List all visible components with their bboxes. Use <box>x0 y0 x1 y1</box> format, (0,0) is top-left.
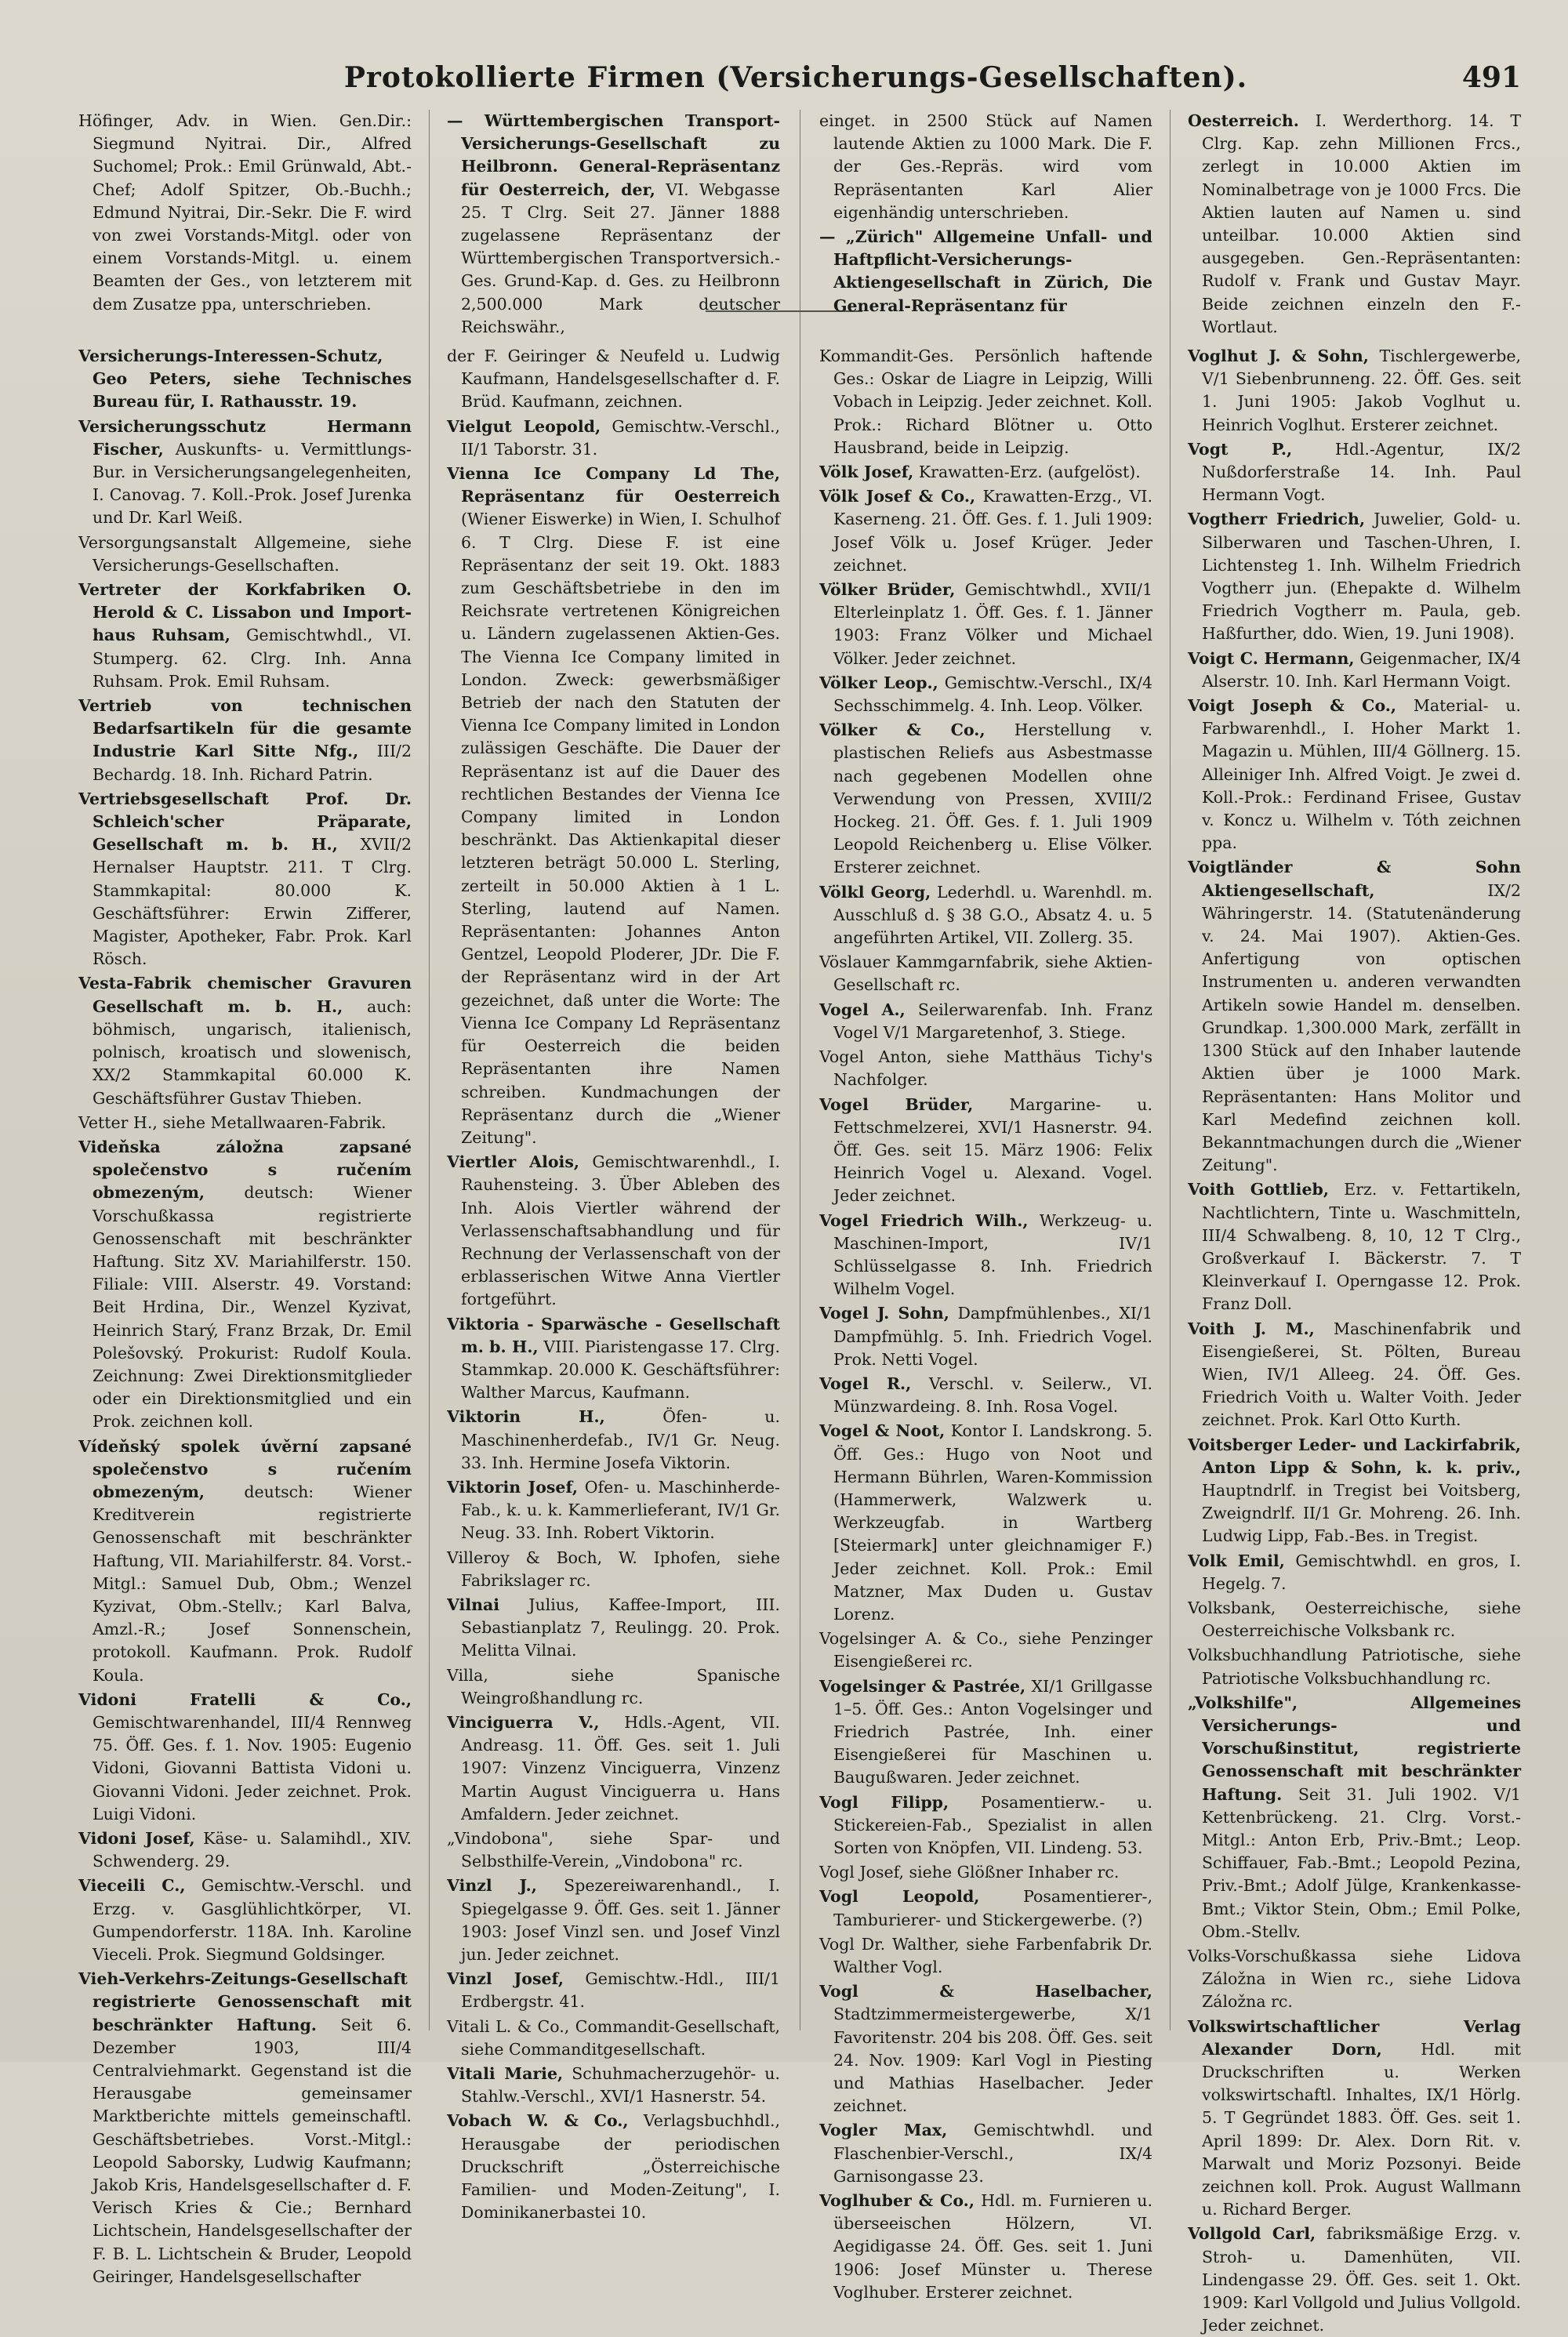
firm-entry <box>1188 856 1521 1177</box>
firm-name: Völker Leop., <box>819 673 938 692</box>
firm-details: Auskunfts- u. Vermittlungs-Bur. in Versicherungsangelegenheiten, I. Canovag. 7. Koll.-Prok. Josef Jurenka und Dr. Karl Weiß. <box>93 439 412 528</box>
firm-details: Verschl. v. Seilerw., VI. Münzwardeing. 8. Inh. Rosa Vogel. <box>833 1374 1152 1417</box>
firm-entry <box>819 579 1152 670</box>
main-column-3 <box>819 345 1152 2302</box>
firm-name: Vilnai <box>447 1595 500 1614</box>
firm-name: Vogl Leopold, <box>819 1887 980 1907</box>
firm-entry <box>78 695 412 786</box>
firm-details: Volks-Vorschußkassa siehe Lidova Záložna in Wien rc., siehe Lidova Záložna rc. <box>1188 1947 1521 2012</box>
firm-name: Vídeňský spolek úvěrní zapsané společenstvo s ručením obmezeným, <box>78 1436 412 1501</box>
firm-details: Höfinger, Adv. in Wien. Gen.Dir.: Siegmund Nyitrai. Dir., Alfred Suchomel; Prok.: Emil Grünwald, Abt.-Chef; Adolf Spitzer, Ob.-Buchh.; Edmund Nyitrai, Dir.-Sekr. Die F. wird von zwei Vorstands-Mitgl. oder von einem Vorstands-Mitgl. u. einem Beamten der Ges., von letzterem mit dem Zusatze ppa, unterschrieben. <box>78 111 412 314</box>
firm-name: Voitsberger Leder- und Lackirfabrik, Anton Lipp & Sohn, k. k. priv., <box>1188 1435 1521 1477</box>
firm-entry <box>1188 695 1521 855</box>
firm-entry <box>819 951 1152 996</box>
firm-details: Ofen- u. Maschinherde-Fab., k. u. k. Kammerlieferant, IV/1 Gr. Neug. 33. Inh. Robert Viktorin. <box>461 1477 780 1543</box>
firm-details: fabriksmäßige Erzg. v. Stroh- u. Damenhüten, VII. Lindengasse 29. Öff. Ges. seit 1. Okt. 1909: Karl Vollgold und Julius Vollgold. Jeder zeichnet. <box>1202 2224 1521 2335</box>
firm-details: Gemischtwhdl. und Flaschenbier-Verschl., IX/4 Garnisongasse 23. <box>833 2121 1152 2186</box>
firm-details: I. Werderthorg. 14. T Clrg. Kap. zehn Millionen Frcs., zerlegt in 10.000 Aktien im Nominalbetrage von je 1000 Frcs. Die Aktien lauten auf Namen u. sind unteilbar. 10.000 Aktien sind ausgegeben. Gen.-Repräsentanten: Rudolf v. Frank und Gustav Mayr. Beide zeichnen einzeln den F.-Wortlaut. <box>1202 111 1521 336</box>
firm-entry <box>819 1675 1152 1790</box>
firm-name: Vobach W. & Co., <box>447 2111 629 2131</box>
firm-details: Herstellung v. plastischen Reliefs aus Asbestmasse nach gegebenen Modellen ohne Verwendung von Pressen, XVIII/2 Hockeg. 21. Öff. Ges. f. 1. Juli 1909 Leopold Reichenberg u. Elise Völker. Ersterer zeichnet. <box>833 720 1152 877</box>
firm-details: auch: böhmisch, ungarisch, italienisch, polnisch, kroatisch und slowenisch, XX/2 Stammkapital 60.000 K. Geschäftsführer Gustav Thieben. <box>93 996 412 1108</box>
firm-details: Seit 31. Juli 1902. V/1 Kettenbrückeng. 21. Clrg. Vorst.-Mitgl.: Anton Erb, Priv.-Bmt.; Leop. Schiffauer, Fab.-Bmt.; Leopold Pezina, Priv.-Bmt.; Adolf Jülge, Krankenkasse-Bmt.; Viktor Stein, Obm.; Emil Polke, Obm.-Stellv. <box>1202 1784 1521 1941</box>
firm-entry <box>78 1827 412 1873</box>
firm-entry <box>819 999 1152 1044</box>
firm-details: Seilerwarenfab. Inh. Franz Vogel V/1 Margaretenhof, 3. Stiege. <box>833 1000 1152 1042</box>
firm-entry <box>1188 1550 1521 1595</box>
firm-details: Villeroy & Boch, W. Iphofen, siehe Fabrikslager rc. <box>447 1548 780 1590</box>
firm-entry <box>447 110 780 339</box>
firm-details: Gemischtwarenhdl., I. Rauhensteing. 3. Über Ableben des Inh. Alois Viertler während der Verlassenschaftsabhandlung und für Rechnung der Verlassenschaft von der erblasserischen Witwe Anna Viertler fortgeführt. <box>461 1152 780 1309</box>
firm-details: Gemischtw.-Verschl., II/1 Taborstr. 31. <box>461 416 780 459</box>
firm-name: — „Zürich" Allgemeine Unfall- und Haftpflicht-Versicherungs-Aktiengesellschaft in Zürich, Die General-Repräsentanz für <box>819 227 1152 315</box>
firm-entry <box>447 463 780 1149</box>
firm-details: Posamentierw.- u. Stickereien-Fab., Spezialist in allen Sorten von Knöpfen, VII. Lindeng. 53. <box>833 1792 1152 1857</box>
firm-entry <box>819 485 1152 577</box>
firm-name: Vieceili C., <box>78 1876 186 1896</box>
firm-details: Volksbank, Oesterreichische, siehe Oesterreichische Volksbank rc. <box>1188 1598 1521 1641</box>
firm-details: Material- u. Farbwarenhdl., I. Hoher Markt 1. Magazin u. Mühlen, III/4 Göllnerg. 15. Alleiniger Inh. Alfred Voigt. Je zwei d. Koll.-Prok.: Ferdinand Frisee, Gustav v. Koncz u. Wilhelm v. Tóth zeichnen ppa. <box>1202 696 1521 853</box>
firm-entry <box>78 1689 412 1826</box>
firm-details: der F. Geiringer & Neufeld u. Ludwig Kaufmann, Handelsgesellschafter d. F. Brüd. Kaufmann, zeichnen. <box>447 347 780 412</box>
firm-name: Vogl & Haselbacher, <box>819 1982 1152 2001</box>
column-divider <box>429 110 430 2030</box>
firm-name: Volkswirtschaftlicher Verlag Alexander Dorn, <box>1188 2016 1521 2059</box>
firm-entry <box>1188 648 1521 693</box>
firm-name: Vogel R., <box>819 1374 912 1393</box>
main-column-4 <box>1188 345 1521 2335</box>
firm-entry <box>78 345 412 414</box>
firm-details: Kontor I. Landskrong. 5. Öff. Ges.: Hugo von Noot und Hermann Bührlen, Waren-Kommission (Hammerwerk, Walzwerk u. Werkzeugfab. in Wartberg [Steiermark] unter gleichnamiger F.) Jeder zeichnet. Koll. Prok.: Emil Matzner, Max Duden u. Gustav Lorenz. <box>833 1421 1152 1624</box>
firm-details: Villa, siehe Spanische Weingroßhandlung rc. <box>447 1665 780 1707</box>
firm-entry <box>447 345 780 414</box>
firm-entry <box>819 2119 1152 2188</box>
firm-name: Versicherungsschutz Hermann Fischer, <box>78 416 412 459</box>
firm-name: Vieh-Verkehrs-Zeitungs-Gesellschaft registrierte Genossenschaft mit beschränkter Haftung. <box>78 1969 412 2034</box>
firm-name: Vogel Friedrich Wilh., <box>819 1210 1029 1230</box>
firm-name: Viertler Alois, <box>447 1152 580 1172</box>
firm-details: deutsch: Wiener Kreditverein registrierte Genossenschaft mit beschränkter Haftung, VII. Mariahilferstr. 84. Vorst.-Mitgl.: Samuel Dub, Obm.; Wenzel Kyzivat, Obm.-Stellv.; Karl Balva, Amzl.-R.; Josef Sonnenschein, protokoll. Kaufmann. Prok. Rudolf Koula. <box>93 1482 412 1685</box>
firm-name: Oesterreich. <box>1188 111 1299 130</box>
firm-entry <box>819 672 1152 717</box>
firm-details: IX/2 Währingerstr. 14. (Statutenänderung v. 24. Mai 1907). Aktien-Ges. Anfertigung von optischen Instrumenten u. anderen verwandten Artikeln sowie Handel m. denselben. Grundkap. 1,300.000 Mark, zerfällt in 1300 Stück auf den Inhaber lautende Aktien über je 1000 Mark. Repräsentanten: Hans Molitor und Karl Medefind zeichnen koll. Bekanntmachungen durch die „Wiener Zeitung". <box>1202 880 1521 1175</box>
firm-name: Völker & Co., <box>819 720 985 740</box>
firm-name: Völk Josef, <box>819 463 914 482</box>
firm-details: Kommandit-Ges. Persönlich haftende Ges.: Oskar de Liagre in Leipzig, Willi Vobach in Leipzig. Jeder zeichnet. Koll. Prok.: Richard Blötner u. Otto Hausbrand, beide in Leipzig. <box>819 347 1152 457</box>
top-column-2 <box>447 110 781 336</box>
firm-details: Öfen- u. Maschinenherdefab., IV/1 Gr. Neug. 33. Inh. Hermine Josefa Viktorin. <box>461 1407 780 1472</box>
main-column-2 <box>447 345 780 2223</box>
firm-entry <box>819 1885 1152 1931</box>
firm-details: Werkzeug- u. Maschinen-Import, IV/1 Schlüsselgasse 8. Inh. Friedrich Wilhelm Vogel. <box>833 1210 1152 1299</box>
firm-entry <box>447 1874 780 1966</box>
main-column-1 <box>78 345 412 2286</box>
top-column-1 <box>78 110 412 318</box>
firm-details: XVII/2 Hernalser Hauptstr. 211. T Clrg. Stammkapital: 80.000 K. Geschäftsführer: Erwin Zifferer, Magister, Apotheker, Fabr. Prok. Karl Rösch. <box>93 835 412 969</box>
firm-details: Erz. v. Fettartikeln, Nachtlichtern, Tinte u. Waschmitteln, III/4 Schwalbeng. 8, 10, 12 T Clrg., Großverkauf I. Bäckerstr. 7. T Kleinverkauf I. Operngasse 12. Prok. Franz Doll. <box>1202 1180 1521 1314</box>
firm-entry <box>447 2063 780 2108</box>
firm-entry <box>819 881 1152 950</box>
firm-details: Tischlergewerbe, V/1 Siebenbrunneng. 22. Öff. Ges. seit 1. Juni 1905: Jakob Voglhut u. Heinrich Voglhut. Ersterer zeichnet. <box>1202 347 1521 434</box>
firm-details: Krawatten-Erz. (aufgelöst). <box>918 463 1141 482</box>
firm-entry <box>819 1980 1152 2117</box>
firm-entry <box>819 1420 1152 1626</box>
firm-entry <box>819 1861 1152 1884</box>
firm-name: Vertreter der Korkfabriken O. Herold & C. Lissabon und Import-haus Ruhsam, <box>78 580 412 645</box>
firm-name: Vinzl J., <box>447 1876 537 1896</box>
firm-details: VIII. Piaristengasse 17. Clrg. Stammkap. 20.000 K. Geschäftsführer: Walther Marcus, Kaufmann. <box>461 1337 780 1403</box>
firm-name: Vidoni Fratelli & Co., <box>78 1689 412 1709</box>
firm-details: Gemischtw.-Verschl., IX/4 Sechsschimmelg. 4. Inh. Leop. Völker. <box>833 673 1152 716</box>
firm-entry <box>447 2110 780 2224</box>
firm-name: Vielgut Leopold, <box>447 416 601 436</box>
firm-name: Vertriebsgesellschaft Prof. Dr. Schleich'scher Präparate, Gesellschaft m. b. H., <box>78 789 412 855</box>
firm-details: Vogel Anton, siehe Matthäus Tichy's Nachfolger. <box>819 1047 1152 1090</box>
firm-entry <box>819 1628 1152 1673</box>
firm-name: — Württembergischen Transport-Versicherungs-Gesellschaft zu Heilbronn. General-Repräsentanz für Oesterreich, der, <box>447 111 780 199</box>
page-header <box>71 61 1521 100</box>
firm-entry <box>819 1046 1152 1091</box>
firm-details: Hauptndrlf. in Tregist bei Voitsberg, Zweigndrlf. II/1 Gr. Mohreng. 26. Inh. Ludwig Lipp, Fab.-Bes. in Tregist. <box>1202 1480 1521 1546</box>
firm-entry <box>1188 1434 1521 1548</box>
firm-entry <box>78 1968 412 2288</box>
firm-details: Spezereiwarenhandl., I. Spiegelgasse 9. Öff. Ges. seit 1. Jänner 1903: Josef Vinzl sen. und Josef Vinzl jun. Jeder zeichnet. <box>461 1876 780 1965</box>
firm-name: Videňska záložna zapsané společenstvo s ručením obmezeným, <box>78 1137 412 1203</box>
firm-name: Vogler Max, <box>819 2121 948 2140</box>
firm-entry <box>447 1151 780 1311</box>
firm-details: Vitali L. & Co., Commandit-Gesellschaft, siehe Commanditgesellschaft. <box>447 2016 780 2059</box>
firm-details: Maschinenfabrik und Eisengießerei, St. Pölten, Bureau Wien, IV/1 Alleeg. 24. Öff. Ges. Friedrich Voith u. Walter Voith. Jeder zeichnet. Prok. Karl Otto Kurth. <box>1202 1319 1521 1430</box>
firm-details: Hdl. m. Furnieren u. überseeischen Hölzern, VI. Aegidigasse 24. Öff. Ges. seit 1. Juni 1906: Josef Münster u. Therese Voglhuber. Ersterer zeichnet. <box>833 2191 1152 2302</box>
firm-details: Gemischtwarenhandel, III/4 Rennweg 75. Öff. Ges. f. 1. Nov. 1905: Eugenio Vidoni, Giovanni Battista Vidoni u. Giovanni Vidoni. Jeder zeichnet. Prok. Luigi Vidoni. <box>93 1712 412 1824</box>
top-column-3 <box>819 110 1152 318</box>
firm-name: Viktorin Josef, <box>447 1477 578 1497</box>
top-column-4 <box>1188 110 1521 336</box>
firm-details: Hdls.-Agent, VII. Andreasg. 11. Öff. Ges. seit 1. Juli 1907: Vinzenz Vinciguerra, Vinzenz Martin August Vinciguerra u. Hans Amfaldern. Jeder zeichnet. <box>461 1712 780 1824</box>
firm-details: Juwelier, Gold- u. Silberwaren und Taschen-Uhren, I. Lichtensteg 1. Inh. Wilhelm Friedrich Vogtherr jun. (Ehepakte d. Wilhelm Friedrich Vogtherr m. Paula, geb. Haßfurther, ddo. Wien, 19. Juni 1908). <box>1202 510 1521 644</box>
firm-name: Vidoni Josef, <box>78 1829 195 1848</box>
firm-name: Vogtherr Friedrich, <box>1188 510 1366 529</box>
firm-name: Vogel J. Sohn, <box>819 1304 949 1323</box>
column-divider <box>1170 110 1171 2030</box>
firm-name: Vogt P., <box>1188 439 1293 459</box>
firm-entry <box>1188 1597 1521 1642</box>
firm-details: einget. in 2500 Stück auf Namen lautende Aktien zu 1000 Mark. Die F. der Ges.-Repräs. wird vom Repräsentanten Karl Alier eigenhändig unterschrieben. <box>819 111 1152 222</box>
firm-entry <box>78 416 412 530</box>
firm-entry <box>447 416 780 461</box>
firm-entry <box>819 1791 1152 1860</box>
firm-name: Völker Brüder, <box>819 580 956 600</box>
firm-entry <box>1188 2016 1521 2222</box>
firm-name: Voglhuber & Co., <box>819 2191 975 2211</box>
firm-details: (Wiener Eiswerke) in Wien, I. Schulhof 6. T Clrg. Diese F. ist eine Repräsentanz der seit 19. Okt. 1883 zum Geschäftsbetriebe in den im Reichsrate vertretenen Königreichen u. Ländern zugelassenen Aktien-Ges. The Vienna Ice Company limited in London. Zweck: gewerbsmäßiger Betrieb der nach den Statuten der Vienna Ice Company limited in London zulässigen Geschäfte. Die Dauer der Repräsentanz ist auf die Dauer des rechtlichen Bestandes der Vienna Ice Company limited in London beschränkt. Das Aktienkapital dieser letzteren beträgt 50.000 L. Sterling, zerteilt in 50.000 Aktien à 1 L. Sterling, lautend auf Namen. Repräsentanten: Johannes Anton Gentzel, Leopold Ploderer, JDr. Die F. der Repräsentanz wird in der Art gezeichnet, daß unter die Worte: The Vienna Ice Company Ld Repräsentanz für Oesterreich die beiden Repräsentanten ihre Namen schreiben. Kundmachungen der Repräsentanz durch die „Wiener Zeitung". <box>461 510 780 1147</box>
firm-entry <box>819 345 1152 459</box>
firm-details: Julius, Kaffee-Import, III. Sebastianplatz 7, Reulingg. 20. Prok. Melitta Vilnai. <box>461 1595 780 1660</box>
firm-details: „Vindobona", siehe Spar- und Selbsthilfe-Verein, „Vindobona" rc. <box>447 1829 780 1871</box>
firm-name: Vogl Filipp, <box>819 1792 949 1812</box>
firm-name: Völkl Georg, <box>819 882 931 902</box>
firm-details: Lederhdl. u. Warenhdl. m. Ausschluß d. § 38 G.O., Absatz 4. u. 5 angeführten Artikel, VII. Zollerg. 35. <box>833 882 1152 948</box>
firm-name: Voigt C. Hermann, <box>1188 648 1355 668</box>
firm-details: Vogl Dr. Walther, siehe Farbenfabrik Dr. Walther Vogl. <box>819 1934 1152 1977</box>
firm-name: Vollgold Carl, <box>1188 2224 1316 2244</box>
page-title: Protokollierte Firmen (Versicherungs-Gesellschaften). <box>343 61 1248 94</box>
firm-name: Versicherungs-Interessen-Schutz, Geo Peters, siehe Technisches Bureau für, I. Rathausstr. 19. <box>78 347 412 412</box>
firm-name: Viktoria - Sparwäsche - Gesellschaft m. b. H., <box>447 1314 780 1356</box>
firm-details: Krawatten-Erzg., VI. Kaserneng. 21. Öff. Ges. f. 1. Juli 1909: Josef Völk u. Josef Krüger. Jeder zeichnet. <box>833 487 1152 575</box>
firm-name: Vinciguerra V., <box>447 1712 600 1732</box>
firm-entry <box>1188 345 1521 437</box>
firm-entry <box>819 1933 1152 1979</box>
firm-entry <box>447 1711 780 1826</box>
firm-name: Volk Emil, <box>1188 1551 1285 1570</box>
firm-entry <box>1188 508 1521 645</box>
firm-details: Gemischtwhdl., VI. Stumperg. 62. Clrg. Inh. Anna Ruhsam. Prok. Emil Ruhsam. <box>93 626 412 691</box>
firm-entry <box>78 110 412 316</box>
firm-entry <box>1188 110 1521 339</box>
firm-details: Vöslauer Kammgarnfabrik, siehe Aktien-Gesellschaft rc. <box>819 953 1152 995</box>
firm-details: Geigenmacher, IX/4 Alserstr. 10. Inh. Karl Hermann Voigt. <box>1202 648 1521 691</box>
firm-details: Gemischtw.-Verschl. und Erzg. v. Gasglühlichtkörper, VI. Gumpendorferstr. 118A. Inh. Karoline Vieceli. Prok. Siegmund Goldsinger. <box>93 1876 412 1965</box>
firm-entry <box>447 1406 780 1475</box>
firm-entry <box>78 972 412 1109</box>
firm-name: Vogel Brüder, <box>819 1094 974 1114</box>
firm-details: Vetter H., siehe Metallwaaren-Fabrik. <box>78 1112 387 1132</box>
firm-name: Voigt Joseph & Co., <box>1188 696 1397 716</box>
firm-entry <box>1188 1644 1521 1689</box>
firm-details: VI. Webgasse 25. T Clrg. Seit 27. Jänner 1888 zugelassene Repräsentanz der Württembergischen Transportversich.-Ges. Grund-Kap. d. Ges. zu Heilbronn 2,500.000 Mark deutscher Reichswähr., <box>461 180 781 336</box>
firm-name: Voith J. M., <box>1188 1319 1315 1338</box>
firm-entry <box>447 1664 780 1710</box>
firm-name: Viktorin H., <box>447 1407 605 1427</box>
firm-name: Vesta-Fabrik chemischer Gravuren Gesellschaft m. b. H., <box>78 974 412 1016</box>
firm-entry <box>1188 438 1521 507</box>
firm-name: Voith Gottlieb, <box>1188 1180 1329 1199</box>
firm-entry <box>447 1968 780 2013</box>
firm-entry <box>78 579 412 693</box>
firm-entry <box>447 1594 780 1663</box>
firm-details: Gemischtw.-Hdl., III/1 Erdbergstr. 41. <box>461 1969 780 2012</box>
firm-name: Vitali Marie, <box>447 2064 564 2084</box>
firm-name: Vogel A., <box>819 1000 906 1019</box>
firm-entry <box>447 2016 780 2061</box>
firm-name: Vinzl Josef, <box>447 1969 564 1989</box>
firm-details: Käse- u. Salamihdl., XIV. Schwenderg. 29. <box>93 1829 412 1871</box>
firm-entry <box>1188 1945 1521 2014</box>
firm-details: Versorgungsanstalt Allgemeine, siehe Versicherungs-Gesellschaften. <box>78 532 412 575</box>
firm-details: Margarine- u. Fettschmelzerei, XVI/1 Hasnerstr. 94. Öff. Ges. seit 15. März 1906: Felix Heinrich Vogel u. Alexand. Vogel. Jeder zeichnet. <box>833 1094 1152 1206</box>
firm-entry <box>819 719 1152 879</box>
firm-name: Vienna Ice Company Ld The, Repräsentanz für Oesterreich <box>447 464 780 506</box>
firm-name: Voglhut J. & Sohn, <box>1188 347 1369 365</box>
firm-details: Schuhmacherzugehör- u. Stahlw.-Verschl., XVI/1 Hasnerstr. 54. <box>461 2064 780 2107</box>
firm-entry <box>819 461 1152 484</box>
firm-name: Vogelsinger & Pastrée, <box>819 1676 1026 1696</box>
firm-name: Völk Josef & Co., <box>819 487 976 506</box>
firm-entry <box>1188 1178 1521 1315</box>
firm-entry <box>78 1874 412 1966</box>
firm-entry <box>78 532 412 577</box>
firm-entry <box>819 110 1152 224</box>
firm-entry <box>819 2190 1152 2304</box>
firm-name: „Volkshilfe", Allgemeines Versicherungs- und Vorschußinstitut, registrierte Genossenschaft mit beschränkter Haftung. <box>1188 1693 1521 1804</box>
firm-entry <box>447 1827 780 1873</box>
firm-details: Seit 6. Dezember 1903, III/4 Centralviehmarkt. Gegenstand ist die Herausgabe gemeinsamer Marktberichte mittels gemeinschaftl. Geschäftsbetriebes. Vorst.-Mitgl.: Leopold Saborsky, Ludwig Kaufmann; Jakob Kris, Handelsgesellschafter d. F. Verisch Kries & Cie.; Bernhard Lichtschein, Handelsgesellschafter der F. B. L. Lichtschein & Bruder, Leopold Geiringer, Handelsgesellschafter <box>93 2015 412 2286</box>
firm-entry <box>78 1112 412 1134</box>
firm-details: Vogl Josef, siehe Glößner Inhaber rc. <box>819 1863 1120 1882</box>
firm-details: III/2 Bechardg. 18. Inh. Richard Patrin. <box>93 742 412 784</box>
firm-details: Gemischtwhdl. en gros, I. Hegelg. 7. <box>1202 1551 1521 1593</box>
firm-name: Voigtländer & Sohn Aktiengesellschaft, <box>1188 858 1521 900</box>
firm-entry <box>78 1136 412 1434</box>
firm-details: Volksbuchhandlung Patriotische, siehe Patriotische Volksbuchhandlung rc. <box>1188 1646 1521 1688</box>
firm-entry <box>78 1435 412 1687</box>
firm-entry <box>819 226 1152 318</box>
firm-details: XI/1 Grillgasse 1–5. Öff. Ges.: Anton Vogelsinger und Friedrich Pastrée, Inh. einer Eisengießerei für Maschinen u. Baugußwaren. Jeder zeichnet. <box>833 1676 1152 1787</box>
firm-name: Vogel & Noot, <box>819 1421 946 1441</box>
firm-entry <box>1188 1318 1521 1432</box>
firm-details: deutsch: Wiener Vorschußkassa registrierte Genossenschaft mit beschränkter Haftung. Sitz XV. Mariahilferstr. 150. Filiale: VIII. Alserstr. 49. Vorstand: Beit Hrdina, Dir., Wenzel Kyzivat, Heinrich Starý, Franz Brzak, Dr. Emil Polešovský. Prokurist: Rudolf Koula. Zeichnung: Zwei Direktionsmitglieder oder ein Direktionsmitglied und ein Prok. zeichnen koll. <box>93 1183 412 1432</box>
firm-details: Hdl.-Agentur, IX/2 Nußdorferstraße 14. Inh. Paul Hermann Vogt. <box>1202 439 1521 505</box>
firm-entry <box>1188 1692 1521 1943</box>
firm-details: Dampfmühlenbes., XI/1 Dampfmühlg. 5. Inh. Friedrich Vogel. Prok. Netti Vogel. <box>833 1304 1152 1369</box>
firm-details: Hdl. mit Druckschriften u. Werken volkswirtschaftl. Inhaltes, IX/1 Hörlg. 5. T Gegründet 1883. Öff. Ges. seit 1. April 1899: Dr. Alex. Dorn Rit. v. Marwalt und Moriz Pozsonyi. Beide zeichnen koll. Prok. August Wallmann u. Richard Berger. <box>1202 2039 1521 2219</box>
firm-entry <box>1188 2223 1521 2337</box>
firm-details: Vogelsinger A. & Co., siehe Penzinger Eisengießerei rc. <box>819 1629 1152 1671</box>
firm-details: Posamentierer-, Tamburierer- und Stickergewerbe. (?) <box>833 1887 1152 1929</box>
firm-entry <box>447 1313 780 1405</box>
firm-entry <box>447 1547 780 1592</box>
firm-entry <box>819 1094 1152 1208</box>
firm-entry <box>819 1210 1152 1301</box>
firm-entry <box>819 1302 1152 1371</box>
firm-entry <box>819 1373 1152 1418</box>
firm-details: Gemischtwhdl., XVII/1 Elterleinplatz 1. Öff. Ges. f. 1. Jänner 1903: Franz Völker und Michael Völker. Jeder zeichnet. <box>833 580 1152 668</box>
page-number: 491 <box>1461 61 1521 94</box>
firm-entry <box>447 1476 780 1545</box>
firm-entry <box>78 788 412 971</box>
firm-details: Verlagsbuchhdl., Herausgabe der periodischen Druckschrift „Österreichische Familien- und Moden-Zeitung", I. Dominikanerbastei 10. <box>461 2111 780 2223</box>
firm-details: Stadtzimmermeistergewerbe, X/1 Favoritenstr. 204 bis 208. Öff. Ges. seit 24. Nov. 1909: Karl Vogl in Piesting und Mathias Haselbacher. Jeder zeichnet. <box>833 2005 1152 2116</box>
firm-name: Vertrieb von technischen Bedarfsartikeln für die gesamte Industrie Karl Sitte Nfg., <box>78 696 412 761</box>
